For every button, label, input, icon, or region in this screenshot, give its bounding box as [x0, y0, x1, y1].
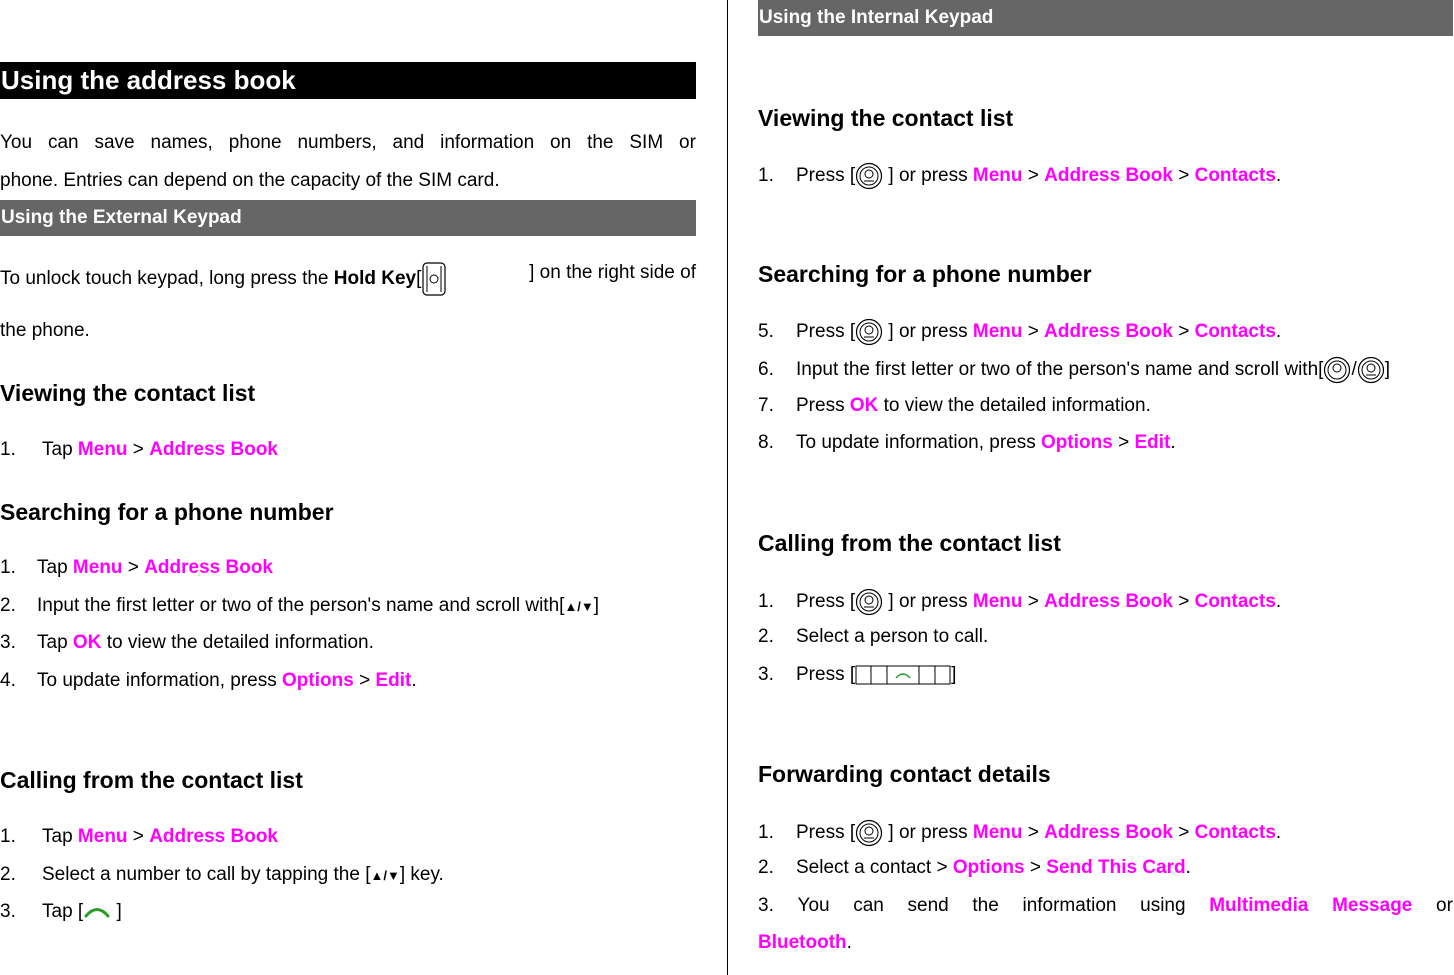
- list-item: 3. Tap OK to view the detailed information.: [0, 632, 374, 653]
- viewing-heading: Viewing the contact list: [0, 380, 256, 406]
- list-item: 2. Select a contact > Options > Send This Card.: [758, 857, 1191, 878]
- list-item: 1. Press [ ] or press Menu > Address Book > Contacts.: [758, 162, 1281, 190]
- list-item: 3. You can send the information using Multimedia Message or: [758, 895, 1453, 916]
- scroll-down-key-icon: [1357, 356, 1385, 384]
- page-title: Using the address book: [0, 62, 696, 99]
- viewing-heading: Viewing the contact list: [758, 105, 1014, 131]
- forwarding-heading: Forwarding contact details: [758, 761, 1051, 787]
- list-item: 8. To update information, press Options > Edit.: [758, 432, 1176, 453]
- navigation-key-icon: [855, 318, 883, 346]
- external-keypad-header: Using the External Keypad: [0, 200, 696, 236]
- column-divider: [727, 0, 728, 975]
- unlock-instruction-line2: the phone.: [0, 320, 90, 341]
- list-item: 1. Tap Menu > Address Book: [0, 557, 273, 578]
- searching-heading: Searching for a phone number: [758, 261, 1092, 287]
- list-item: 2. Input the first letter or two of the person's name and scroll with[▲/▼]: [0, 595, 600, 616]
- list-item: 2. Select a number to call by tapping the [▲/▼] key.: [0, 864, 444, 885]
- list-item: 1. Press [ ] or press Menu > Address Book > Contacts.: [758, 819, 1281, 847]
- scroll-up-key-icon: [1323, 356, 1351, 384]
- list-item: 3. Tap [ ]: [0, 901, 122, 922]
- calling-heading: Calling from the contact list: [0, 767, 303, 793]
- list-item: 1. Press [ ] or press Menu > Address Book > Contacts.: [758, 588, 1281, 616]
- navigation-key-icon: [855, 588, 883, 616]
- intro-line-1: You can save names, phone numbers, and information on the SIM or: [0, 132, 696, 153]
- navigation-key-icon: [855, 819, 883, 847]
- list-item: 7. Press OK to view the detailed information.: [758, 395, 1151, 416]
- list-item: 6. Input the first letter or two of the person's name and scroll with[ / ]: [758, 356, 1390, 384]
- hold-key-icon: [421, 262, 447, 296]
- scroll-arrows-icon: ▲/▼: [370, 868, 400, 883]
- list-item-continuation: Bluetooth.: [758, 932, 852, 953]
- unlock-instruction: To unlock touch keypad, long press the Hold Key[ ] on the right side of: [0, 262, 696, 296]
- call-icon: [83, 905, 111, 919]
- list-item: 2. Select a person to call.: [758, 626, 989, 647]
- internal-keypad-header: Using the Internal Keypad: [758, 0, 1453, 36]
- calling-heading: Calling from the contact list: [758, 530, 1061, 556]
- navigation-key-icon: [855, 162, 883, 190]
- list-item: 5. Press [ ] or press Menu > Address Book > Contacts.: [758, 318, 1281, 346]
- intro-line-2: phone. Entries can depend on the capacity of the SIM card.: [0, 170, 500, 191]
- list-item: 1. Tap Menu > Address Book: [0, 826, 278, 847]
- list-item: 4. To update information, press Options > Edit.: [0, 670, 417, 691]
- list-item: 1. Tap Menu > Address Book: [0, 439, 278, 460]
- intro-paragraph: [0, 124, 696, 200]
- searching-heading: Searching for a phone number: [0, 499, 334, 525]
- send-key-icon: [855, 665, 951, 685]
- scroll-arrows-icon: ▲/▼: [564, 599, 594, 614]
- list-item: 3. Press [ ]: [758, 664, 957, 685]
